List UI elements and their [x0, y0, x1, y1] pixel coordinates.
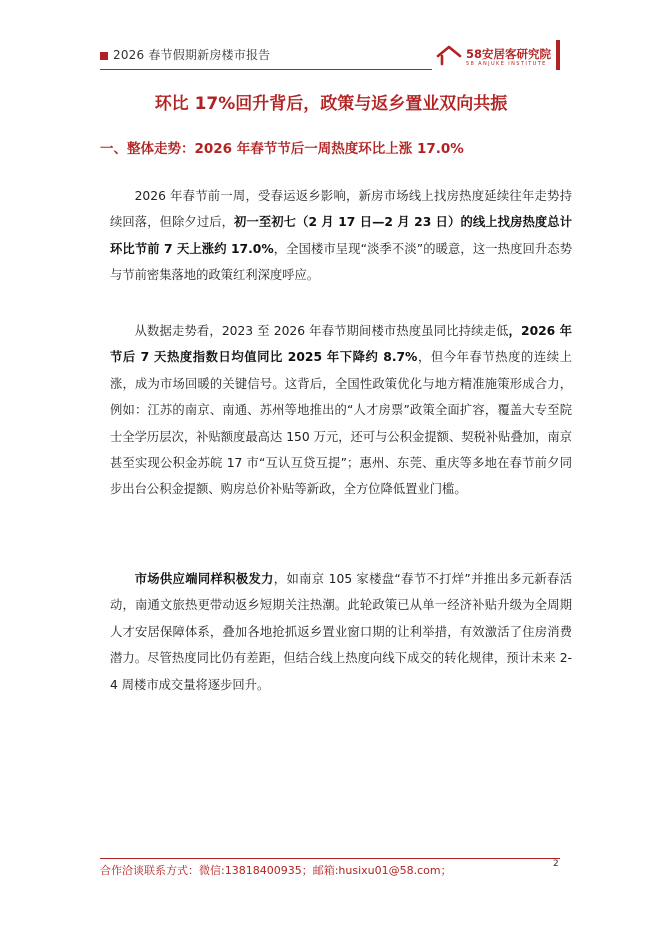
footer-contact: 合作洽谈联系方式：微信:13818400935；邮箱:husixu01@58.com；: [100, 864, 452, 877]
paragraph-2: [110, 318, 572, 503]
header-divider: [100, 69, 432, 70]
footer-divider: [100, 858, 560, 859]
paragraph-text: 2026 年春节前一周，受春运返乡影响，新房市场线上找房热度延续往年走势持续回落，但除夕过后，: [110, 189, 572, 230]
paragraph-text: 从数据走势看，2023 至 2026 年春节期间楼市热度虽同比持续走低: [134, 324, 509, 338]
paragraph-text: ，但今年春节热度的连续上涨，成为市场回暖的关键信号。这背后，全国性政策优化与地方精准施策形成合力，例如：江苏的南京、南通、苏州等地推出的“人才房票”政策全面扩容，覆盖大专至院士全学历层次，补贴额度最高达 150 万元，还可与公积金提额、契税补贴叠加，南京甚至实现公积金苏皖 17 市“互认互贷互提”；惠州、东莞、重庆等多地在春节前夕同步出台公积金提额、购房总价补贴等新政，全方位降低置业门槛。: [110, 350, 572, 497]
paragraph-emphasis: ，2026 年节后 7 天热度指数日均值同比 2025 年下降约 8.7%: [110, 324, 572, 365]
header-accent-bar: [556, 40, 560, 70]
page-header: [100, 44, 564, 74]
paragraph-1: [110, 183, 572, 289]
logo-name: 58安居客研究院: [466, 47, 552, 61]
paragraph-text: ，全国楼市呈现“淡季不淡”的暖意，这一热度回升态势与节前密集落地的政策红利深度呼应。: [110, 241, 572, 283]
paragraph-3: [110, 566, 572, 698]
house-logo-icon: [436, 44, 462, 66]
paragraph-emphasis: 市场供应端同样积极发力: [134, 572, 274, 586]
paragraph-text: ，如南京 105 家楼盘“春节不打烊”并推出多元新春活动，南通文旅热更带动返乡短期关注热潮。此轮政策已从单一经济补贴升级为全周期人才安居保障体系，叠加各地抢抓返乡置业窗口期的让利举措，有效激活了住房消费潜力。尽管热度同比仍有差距，但结合线上热度向线下成交的转化规律，预计未来 2-4 周楼市成交量将逐步回升。: [110, 572, 572, 692]
logo-subtitle: 58 ANJUKE INSTITUTE: [466, 61, 547, 67]
page-number: 2: [553, 859, 559, 869]
logo: [436, 44, 564, 74]
header-square-icon: [100, 52, 108, 60]
page-title: 环比 17%回升背后，政策与返乡置业双向共振: [154, 94, 508, 114]
section-heading: 一、整体走势：2026 年春节节后一周热度环比上涨 17.0%: [100, 141, 464, 157]
paragraph-emphasis: 初一至初七（2 月 17 日—2 月 23 日）的线上找房热度总计环比节前 7 天上涨约 17.0%: [110, 215, 572, 256]
report-title: 2026 春节假期新房楼市报告: [113, 48, 271, 62]
